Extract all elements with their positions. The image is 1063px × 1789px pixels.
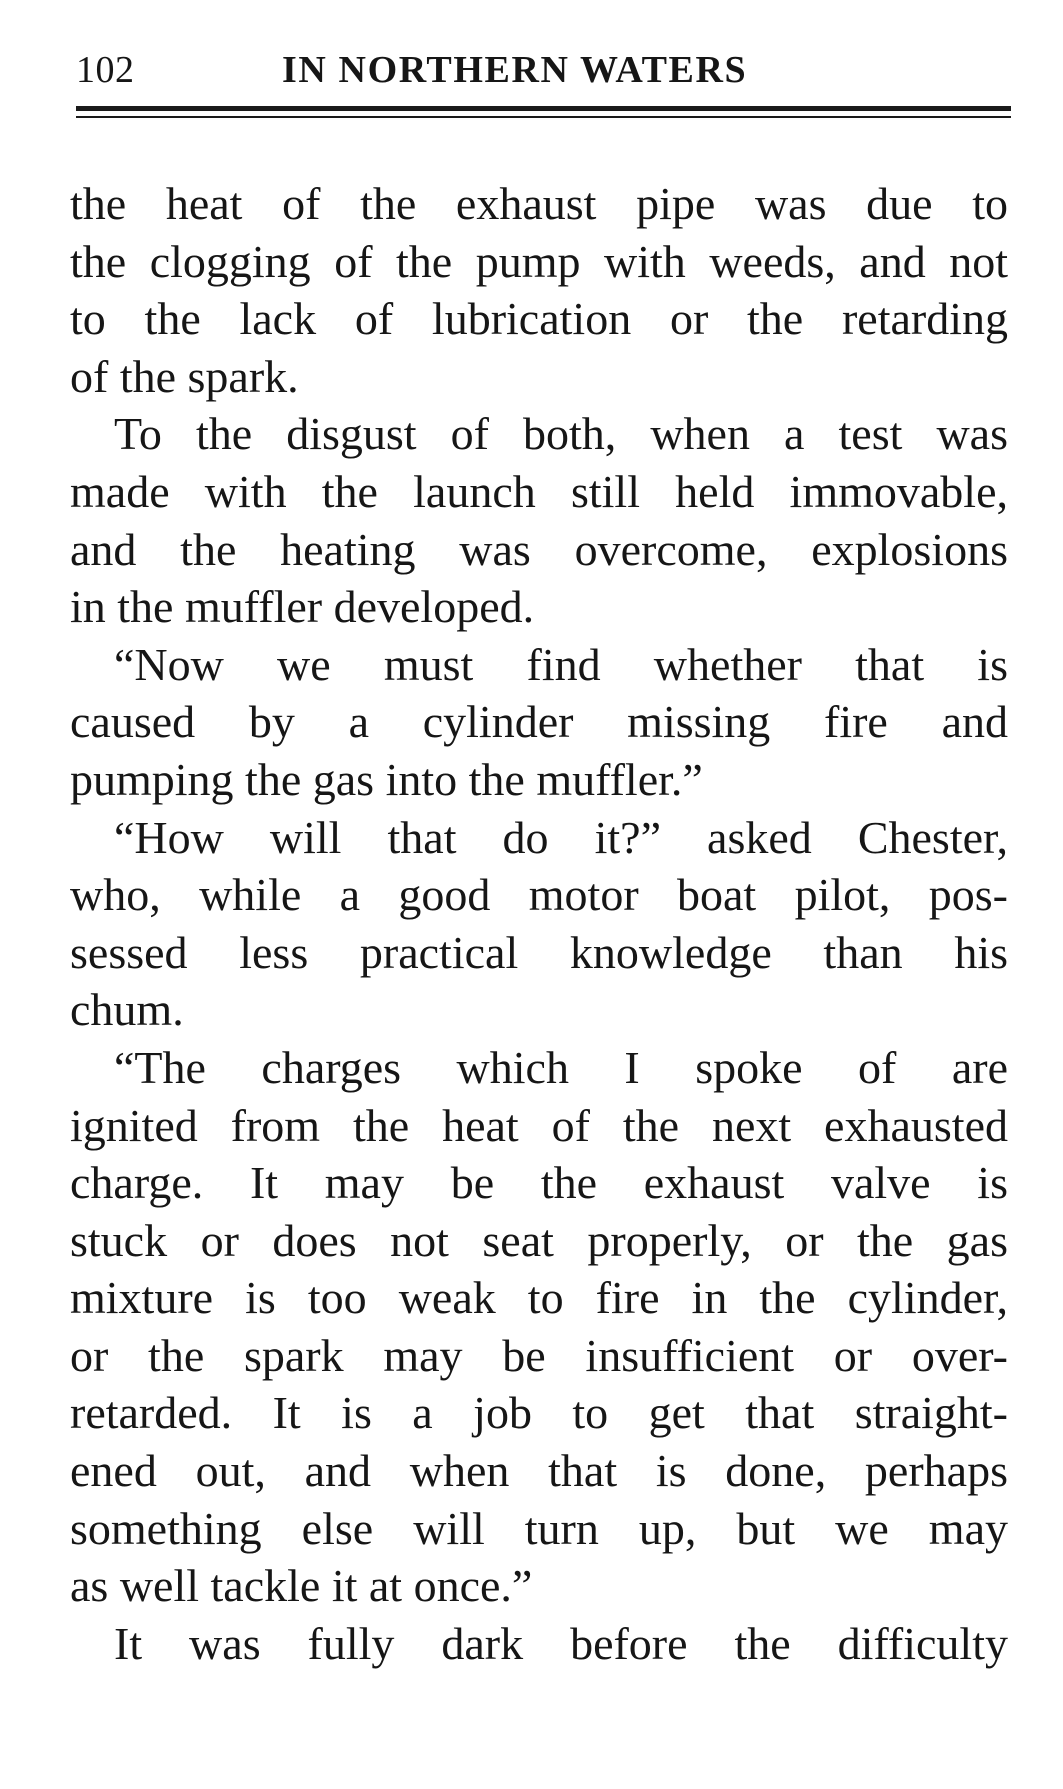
text-line: stuck or does not seat properly, or the gas xyxy=(70,1214,1008,1266)
page-header xyxy=(76,46,1011,96)
header-rule-thin xyxy=(76,116,1011,118)
text-line: in the muffler developed. xyxy=(70,581,535,633)
text-line: “How will that do it?” asked Chester, xyxy=(114,811,1008,863)
text-line: pumping the gas into the muffler.” xyxy=(70,753,703,805)
text-line: made with the launch still held immovable, xyxy=(70,465,1008,517)
text-line: something else will turn up, but we may xyxy=(70,1502,1008,1554)
body-text xyxy=(70,175,1008,1672)
text-line: the heat of the exhaust pipe was due to xyxy=(70,178,1008,229)
text-line: as well tackle it at once.” xyxy=(70,1560,533,1612)
text-line: “Now we must find whether that is xyxy=(114,638,1008,690)
text-line: ened out, and when that is done, perhaps xyxy=(70,1445,1008,1497)
text-line: caused by a cylinder missing fire and xyxy=(70,696,1008,748)
text-line: To the disgust of both, when a test was xyxy=(114,408,1008,460)
text-line: “The charges which I spoke of are xyxy=(114,1041,1008,1093)
text-line: who, while a good motor boat pilot, pos- xyxy=(70,869,1008,921)
page-number: 102 xyxy=(76,49,135,91)
running-title: IN NORTHERN WATERS xyxy=(282,49,748,91)
text-line: or the spark may be insufficient or over- xyxy=(70,1329,1008,1381)
header-rule-thick xyxy=(76,106,1011,111)
text-line: ignited from the heat of the next exhausted xyxy=(70,1099,1008,1151)
text-line: sessed less practical knowledge than his xyxy=(70,926,1008,978)
text-line: retarded. It is a job to get that straight- xyxy=(70,1387,1008,1439)
text-line: to the lack of lubrication or the retarding xyxy=(70,293,1008,345)
text-line: chum. xyxy=(70,984,184,1036)
text-line: charge. It may be the exhaust valve is xyxy=(70,1157,1008,1209)
text-line: mixture is too weak to fire in the cylinder, xyxy=(70,1272,1008,1324)
text-line: of the spark. xyxy=(70,350,299,402)
text-line: It was fully dark before the difficulty xyxy=(114,1617,1008,1669)
text-line: the clogging of the pump with weeds, and not xyxy=(70,235,1008,287)
text-line: and the heating was overcome, explosions xyxy=(70,523,1008,575)
